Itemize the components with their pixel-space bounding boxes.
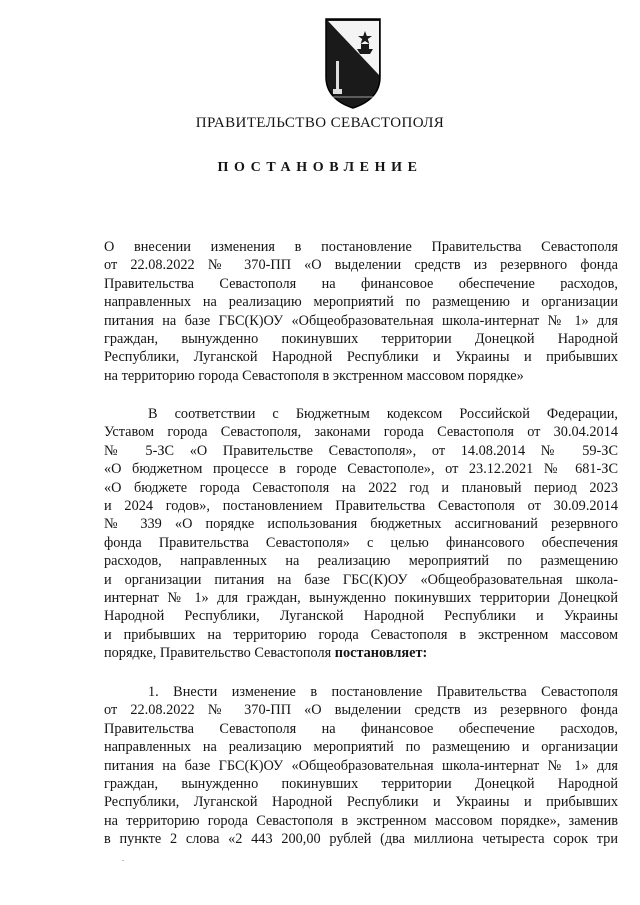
preamble-line: расходов, направленных на реализацию мероприятий по размещению (104, 553, 618, 570)
title-line: направленных на реализацию мероприятий по размещению и организации (104, 294, 618, 311)
sevastopol-coat-of-arms (322, 17, 384, 110)
title-line: от 22.08.2022 № 370-ПП «О выделении средств из резервного фонда (104, 257, 618, 274)
preamble-line: Уставом города Севастополя, законами города Севастополя от 30.04.2014 (104, 424, 618, 441)
title-line: Правительства Севастополя на финансовое обеспечение расходов, (104, 275, 618, 292)
item-line: на территорию города Севастополя в экстренном массовом порядке», заменив (104, 812, 618, 829)
item-line: в пункте 2 слова «2 443 200,00 рублей (два миллиона четыреста сорок три (104, 831, 618, 848)
preamble-line: № 5-ЗС «О Правительстве Севастополя», от 14.08.2014 № 59-ЗС (104, 442, 618, 459)
scan-speck (122, 860, 124, 861)
preamble-last-text: порядке, Правительство Севастополя (104, 645, 335, 662)
title-line: О внесении изменения в постановление Правительства Севастополя (104, 239, 618, 255)
resolution-keyword: постановляет: (334, 645, 428, 662)
document-title (104, 238, 618, 385)
preamble-line: и организации питания на базе ГБС(К)ОУ «Общеобразовательная школа- (104, 571, 618, 588)
preamble-line (104, 644, 618, 662)
preamble-line: и прибывших на территорию города Севастополя в экстренном массовом (104, 626, 618, 643)
document-type: ПОСТАНОВЛЕНИЕ (217, 160, 423, 175)
item-line: 1. Внести изменение в постановление Правительства Севастополя (148, 684, 618, 700)
item-line: Республики, Луганской Народной Республики и Украины и прибывших (104, 794, 618, 811)
title-line: Республики, Луганской Народной Республики и Украины и прибывших (104, 349, 618, 366)
preamble-line: В соответствии с Бюджетным кодексом Российской Федерации, (148, 406, 618, 422)
title-line: на территорию города Севастополя в экстренном массовом порядке» (104, 367, 524, 384)
item-line: питания на базе ГБС(К)ОУ «Общеобразовательная школа-интернат № 1» для (104, 757, 618, 774)
item-1-paragraph (104, 683, 618, 849)
preamble-line: интернат № 1» для граждан, вынужденно покинувших территории Донецкой (104, 590, 618, 607)
organization-name: ПРАВИТЕЛЬСТВО СЕВАСТОПОЛЯ (195, 115, 445, 131)
preamble-paragraph (104, 405, 618, 663)
preamble-line: «О бюджетном процессе в городе Севастополе», от 23.12.2021 № 681-ЗС (104, 461, 618, 478)
preamble-line: фонда Правительства Севастополя» с целью финансового обеспечения (104, 534, 618, 551)
title-line: питания на базе ГБС(К)ОУ «Общеобразовательная школа-интернат № 1» для (104, 312, 618, 329)
preamble-line: «О бюджете города Севастополя на 2022 год и плановый период 2023 (104, 479, 618, 496)
preamble-line: Народной Республики, Луганской Народной Республики и Украины (104, 608, 618, 625)
preamble-line: № 339 «О порядке использования бюджетных ассигнований резервного (104, 516, 618, 533)
preamble-line: и 2024 годов», постановлением Правительства Севастополя от 30.09.2014 (104, 498, 618, 515)
item-line: граждан, вынужденно покинувших территории Донецкой Народной (104, 776, 618, 793)
item-line: Правительства Севастополя на финансовое обеспечение расходов, (104, 720, 618, 737)
item-line: направленных на реализацию мероприятий по размещению и организации (104, 739, 618, 756)
item-line: от 22.08.2022 № 370-ПП «О выделении средств из резервного фонда (104, 702, 618, 719)
title-line: граждан, вынужденно покинувших территории Донецкой Народной (104, 331, 618, 348)
